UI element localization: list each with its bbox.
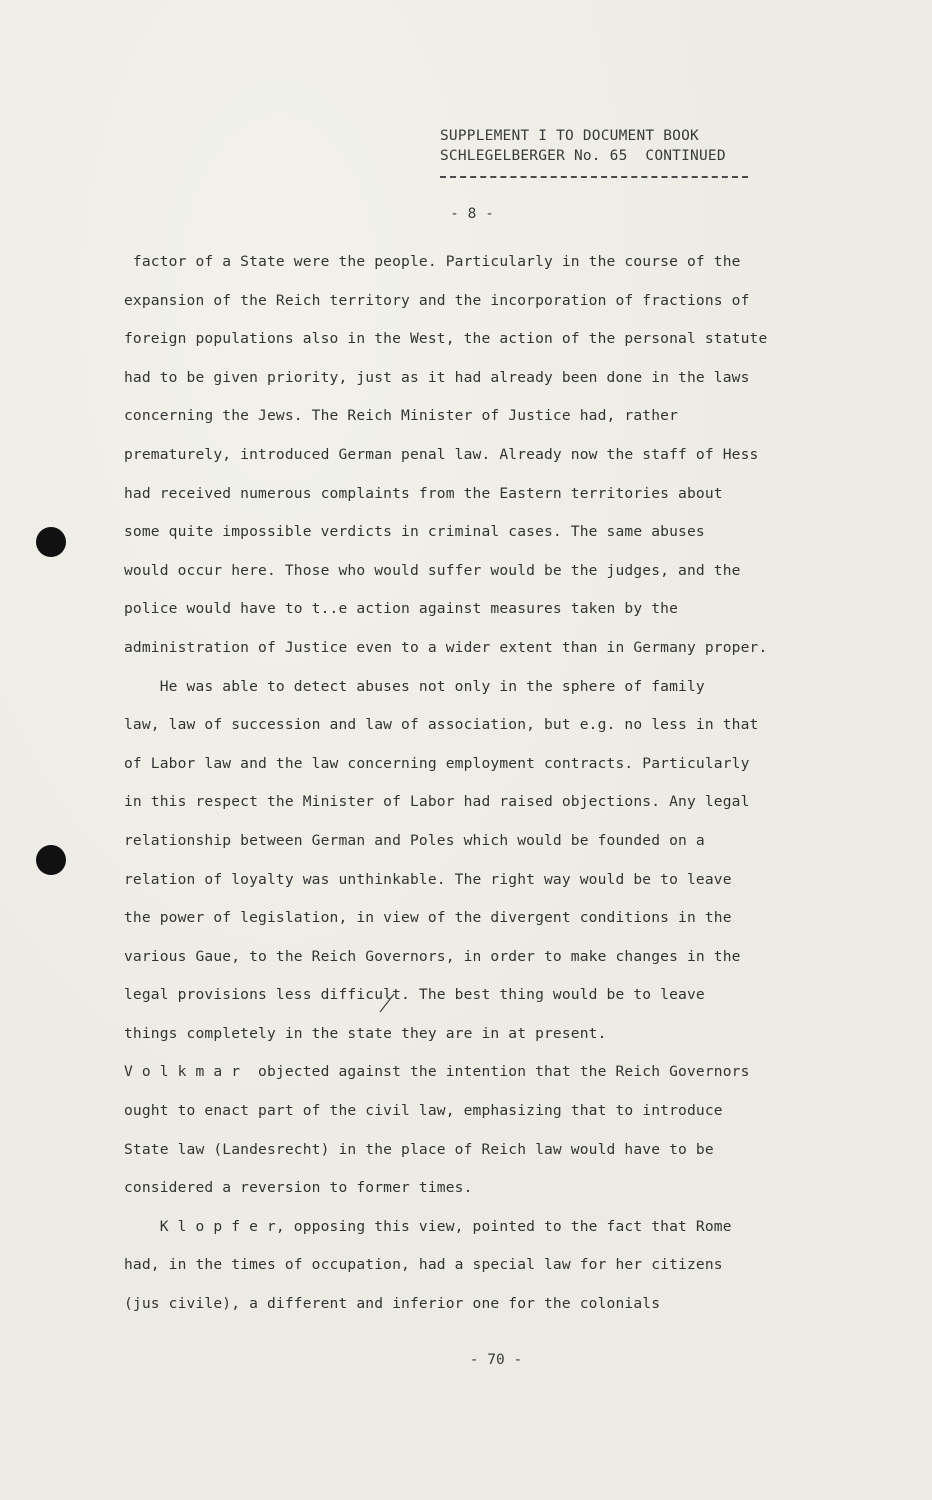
text-line: legal provisions less difficult. The best thing would be to leave — [124, 986, 705, 1004]
header-subtitle-line: SCHLEGELBERGER No. 65 CONTINUED — [440, 148, 726, 164]
text-line: K l o p f e r, opposing this view, pointed to the fact that Rome — [124, 1217, 732, 1235]
pencil-mark — [374, 992, 398, 1014]
text-line: relationship between German and Poles which would be founded on a — [124, 831, 705, 849]
text-line: administration of Justice even to a wider extent than in Germany proper. — [124, 638, 768, 656]
text-line: ought to enact part of the civil law, emphasizing that to introduce — [124, 1102, 723, 1120]
text-line: things completely in the state they are in at present. — [124, 1024, 607, 1042]
text-line: V o l k m a r objected against the intention that the Reich Governors — [124, 1063, 750, 1081]
page-number-top: - 8 - — [450, 206, 494, 222]
page-number-bottom: - 70 - — [469, 1352, 523, 1368]
text-line: State law (Landesrecht) in the place of Reich law would have to be — [124, 1140, 714, 1158]
punch-hole — [36, 527, 66, 557]
text-line: some quite impossible verdicts in criminal cases. The same abuses — [124, 523, 705, 541]
text-line: considered a reversion to former times. — [124, 1179, 473, 1197]
text-line: law, law of succession and law of association, but e.g. no less in that — [124, 716, 759, 734]
text-line: various Gaue, to the Reich Governors, in order to make changes in the — [124, 947, 741, 965]
text-line: of Labor law and the law concerning employment contracts. Particularly — [124, 754, 750, 772]
text-line: foreign populations also in the West, the action of the personal statute — [124, 330, 768, 348]
body-text — [124, 243, 824, 1324]
text-line: concerning the Jews. The Reich Minister of Justice had, rather — [124, 407, 679, 425]
text-line: had received numerous complaints from the Eastern territories about — [124, 484, 723, 502]
text-line: had, in the times of occupation, had a special law for her citizens — [124, 1256, 723, 1274]
text-line: the power of legislation, in view of the divergent conditions in the — [124, 909, 732, 927]
text-line: prematurely, introduced German penal law. Already now the staff of Hess — [124, 445, 759, 463]
text-line: police would have to t..e action against measures taken by the — [124, 600, 679, 618]
text-line: expansion of the Reich territory and the incorporation of fractions of — [124, 291, 750, 309]
text-line: He was able to detect abuses not only in the sphere of family — [124, 677, 705, 695]
header-title-line: SUPPLEMENT I TO DOCUMENT BOOK — [440, 128, 699, 144]
text-line: factor of a State were the people. Particularly in the course of the — [124, 253, 741, 270]
text-line: relation of loyalty was unthinkable. The right way would be to leave — [124, 870, 732, 888]
text-line: had to be given priority, just as it had already been done in the laws — [124, 368, 750, 386]
document-header — [440, 126, 726, 166]
text-line: would occur here. Those who would suffer would be the judges, and the — [124, 561, 741, 579]
header-divider — [440, 176, 748, 178]
punch-hole — [36, 845, 66, 875]
text-line: in this respect the Minister of Labor had raised objections. Any legal — [124, 793, 750, 811]
text-line: (jus civile), a different and inferior one for the colonials — [124, 1295, 661, 1313]
